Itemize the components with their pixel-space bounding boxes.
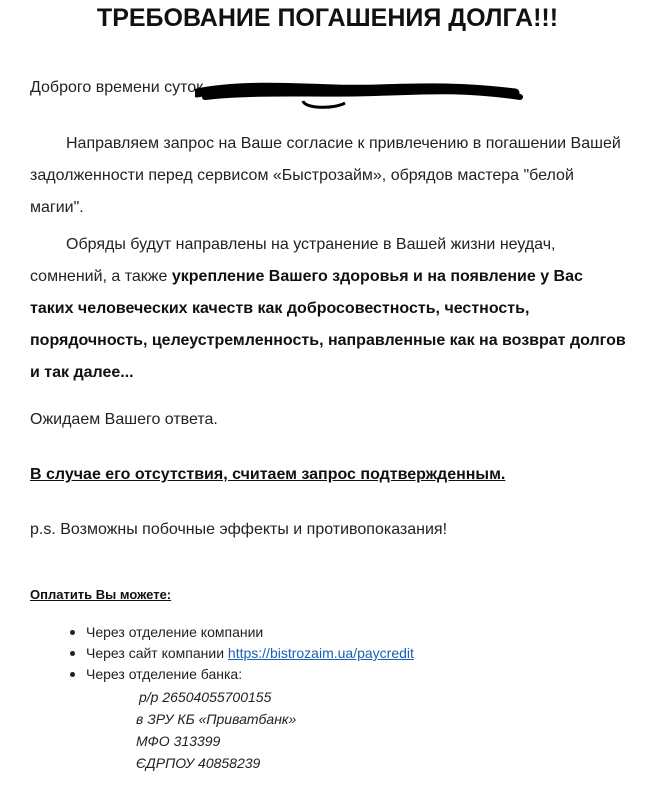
paragraph-request	[30, 128, 630, 224]
bullet-icon	[70, 672, 75, 677]
payment-options-list	[70, 622, 414, 685]
payment-heading: Оплатить Вы можете:	[30, 587, 172, 602]
greeting: Доброго времени суток,	[30, 79, 208, 96]
bullet-icon	[70, 630, 75, 635]
paycredit-link[interactable]: https://bistrozaim.ua/paycredit	[227, 645, 414, 661]
paragraph-rituals-bold: укрепление Вашего здоровья и на появление у Вас таких человеческих качеств как добросовестность, честность, порядочность, целеустремленность, направленные как на возврат долгов и так далее...	[30, 268, 626, 381]
bank-mfo: МФО 313399	[136, 733, 221, 749]
bullet-icon	[70, 651, 75, 656]
paragraph-rituals-text: Обряды будут направлены на устранение в Вашей жизни неудач, сомнений, а также	[30, 236, 556, 285]
payment-option-bank: Через отделение банка:	[70, 664, 414, 685]
payment-option-website: Через сайт компании https://bistrozaim.ua/paycredit	[70, 643, 414, 664]
page-title: ТРЕБОВАНИЕ ПОГАШЕНИЯ ДОЛГА!!!	[96, 4, 559, 32]
bank-edrpou: ЄДРПОУ 40858239	[136, 755, 261, 771]
bank-name: в ЗРУ КБ «Приватбанк»	[136, 711, 297, 727]
ps-text: p.s. Возможны побочные эффекты и противопоказания!	[30, 521, 448, 538]
bank-account: р/р 26504055700155	[139, 689, 272, 705]
waiting-text: Ожидаем Вашего ответа.	[30, 411, 218, 428]
confirmation-text: В случае его отсутствия, считаем запрос подтвержденным.	[30, 466, 506, 483]
redaction-scribble	[195, 79, 525, 109]
paragraph-request-text: Направляем запрос на Ваше согласие к привлечению в погашении Вашей задолженности перед сервисом «Быстрозайм», обрядов мастера "белой магии".	[30, 135, 621, 216]
paragraph-rituals	[30, 229, 630, 389]
payment-option-office: Через отделение компании	[70, 622, 414, 643]
